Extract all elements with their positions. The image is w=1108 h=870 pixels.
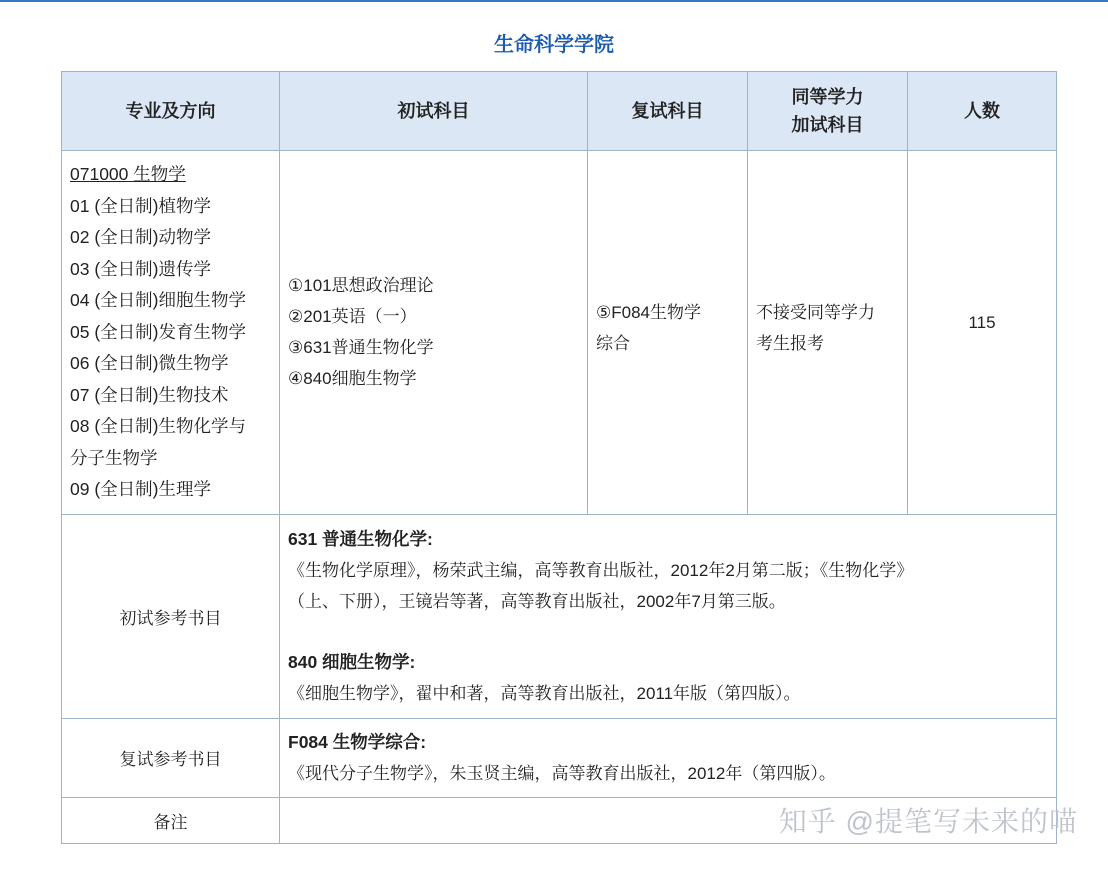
direction-item: 07 (全日制)生物技术 [70,384,229,405]
direction-item: 04 (全日制)细胞生物学 [70,290,246,310]
ref-line: （上、下册），王镜岩等著，高等教育出版社，2002年7月第三版。 [288,591,786,611]
header-equivalent: 同等学力 加试科目 [748,72,908,151]
direction-item: 03 (全日制)遗传学 [70,258,211,279]
subject-item: ②201英语（一） [288,307,417,327]
notes-label: 备注 [62,797,280,843]
header-count: 人数 [908,72,1057,151]
admissions-table [61,71,1057,844]
header-row [62,72,1057,151]
watermark: 知乎 @提笔写未来的喵 [778,806,1078,837]
ref-heading: F084 生物学综合: [288,731,427,752]
table-row [62,151,1057,515]
direction-item: 02 (全日制)动物学 [70,227,211,247]
initial-refs-row [62,514,1057,718]
ref-heading: 631 普通生物化学: [288,528,433,549]
initial-subjects-cell [280,151,588,515]
direction-item: 01 (全日制)植物学 [70,195,211,216]
retest-refs-label: 复试参考书目 [62,718,280,797]
subject-item: ①101思想政治理论 [288,276,434,296]
direction-item: 05 (全日制)发育生物学 [70,321,246,342]
subject-item: ③631普通生物化学 [288,338,434,358]
direction-item: 08 (全日制)生物化学与 [70,416,246,436]
equivalent-cell [748,151,908,515]
equivalent-line: 考生报考 [756,334,824,353]
direction-item: 06 (全日制)微生物学 [70,353,229,373]
retest-refs-row [62,718,1057,797]
retest-line: ⑤F084生物学 [596,303,701,322]
retest-refs-cell [280,718,1057,797]
equivalent-line: 不接受同等学力 [756,303,875,322]
direction-item: 分子生物学 [70,447,158,468]
count-cell: 115 [908,151,1057,515]
initial-refs-label: 初试参考书目 [62,514,280,718]
initial-refs-cell [280,514,1057,718]
ref-line: 《现代分子生物学》，朱玉贤主编，高等教育出版社，2012年（第四版）。 [288,763,836,783]
ref-line: 《细胞生物学》，翟中和著，高等教育出版社，2011年版（第四版）。 [288,683,801,703]
header-major: 专业及方向 [62,72,280,151]
major-cell [62,151,280,515]
header-retest: 复试科目 [588,72,748,151]
header-initial: 初试科目 [280,72,588,151]
direction-item: 09 (全日制)生理学 [70,479,211,499]
retest-line: 综合 [596,334,630,353]
major-name: 071000 生物学 [70,164,186,184]
subject-item: ④840细胞生物学 [288,369,417,389]
ref-heading: 840 细胞生物学: [288,651,416,672]
retest-subject-cell [588,151,748,515]
ref-line: 《生物化学原理》，杨荣武主编，高等教育出版社，2012年2月第二版；《生物化学》 [288,560,914,580]
top-border [0,0,1108,2]
page-title: 生命科学学院 [494,34,614,56]
